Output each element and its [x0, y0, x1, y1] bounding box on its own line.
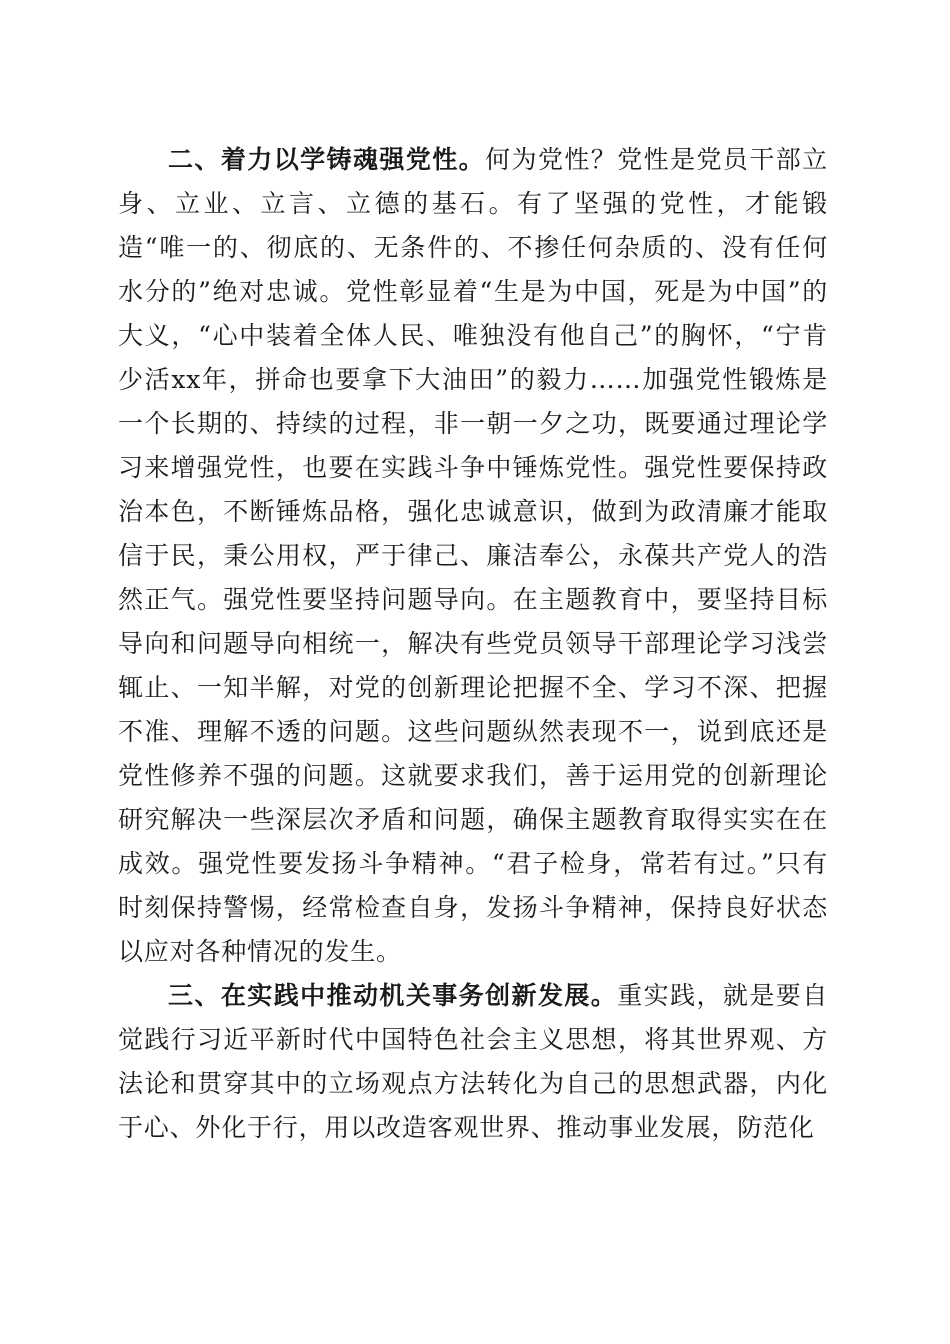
paragraph-practice	[118, 974, 828, 1150]
section-heading-three: 三、在实践中推动机关事务创新发展。	[168, 981, 618, 1010]
paragraph-party-spirit	[118, 138, 828, 974]
paragraph-body: 重实践，就是要自觉践行习近平新时代中国特色社会主义思想，将其世界观、方法论和贯穿其中的立场观点方法转化为自己的思想武器，内化于心、外化于行，用以改造客观世界、推动事业发展，防范化	[118, 981, 828, 1142]
section-heading-two: 二、着力以学铸魂强党性。	[168, 145, 486, 174]
paragraph-body: 何为党性？党性是党员干部立身、立业、立言、立德的基石。有了坚强的党性，才能锻造“唯一的、彻底的、无条件的、不掺任何杂质的、没有任何水分的”绝对忠诚。党性彰显着“生是为中国，死是为中国”的大义，“心中装着全体人民、唯独没有他自己”的胸怀，“宁肯少活xx年，拼命也要拿下大油田”的毅力……加强党性锻炼是一个长期的、持续的过程，非一朝一夕之功，既要通过理论学习来增强党性，也要在实践斗争中锤炼党性。强党性要保持政治本色，不断锤炼品格，强化忠诚意识，做到为政清廉才能取信于民，秉公用权，严于律己、廉洁奉公，永葆共产党人的浩然正气。强党性要坚持问题导向。在主题教育中，要坚持目标导向和问题导向相统一，解决有些党员领导干部理论学习浅尝辄止、一知半解，对党的创新理论把握不全、学习不深、把握不准、理解不透的问题。这些问题纵然表现不一，说到底还是党性修养不强的问题。这就要求我们，善于运用党的创新理论研究解决一些深层次矛盾和问题，确保主题教育取得实实在在成效。强党性要发扬斗争精神。“君子检身，常若有过。”只有时刻保持警惕，经常检查自身，发扬斗争精神，保持良好状态以应对各种情况的发生。	[118, 145, 828, 966]
document-page	[118, 138, 828, 1150]
